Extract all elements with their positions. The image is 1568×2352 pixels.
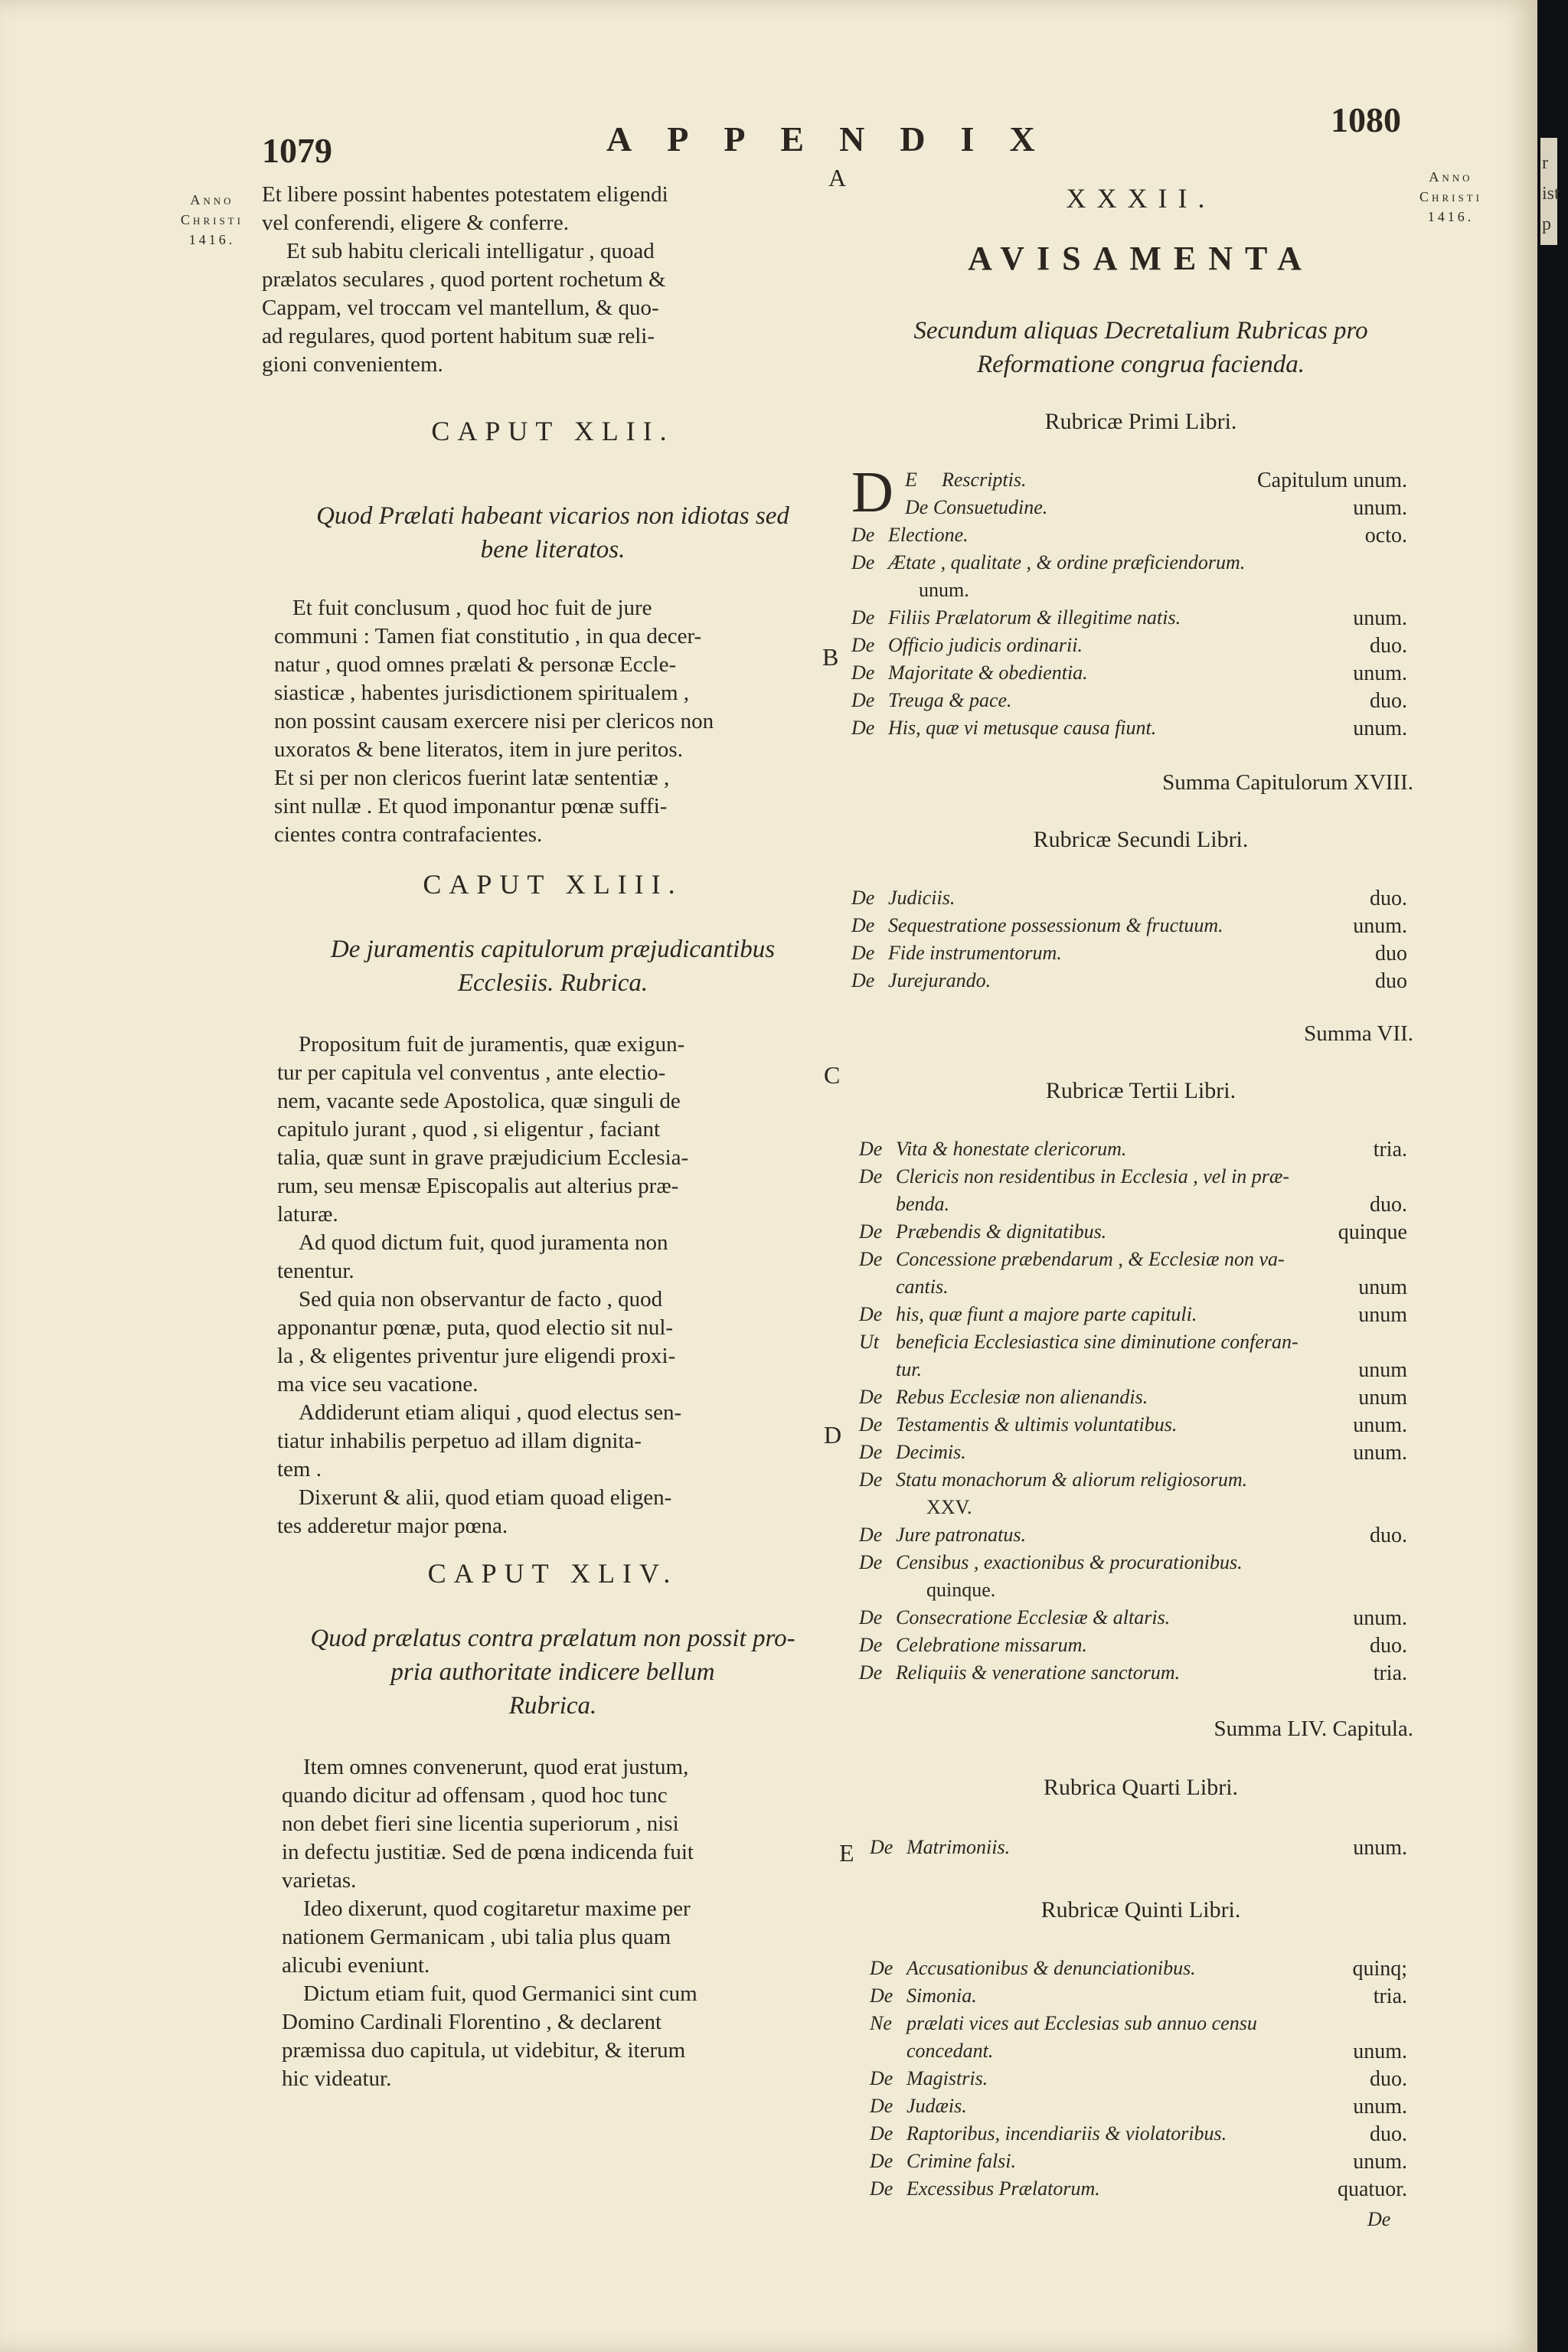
book2-summa: Summa VII.	[1304, 1021, 1413, 1046]
margin-note-left	[170, 190, 254, 250]
rubric-title: Judæis.	[906, 2095, 967, 2117]
text-line: rum, seu mensæ Episcopalis aut alterius præ-	[277, 1174, 679, 1198]
text-line: alicubi eveniunt.	[282, 1953, 430, 1978]
text-line: præmissa duo capitula, ut videbitur, & iterum	[282, 2038, 686, 2063]
rubric-row	[859, 1441, 966, 1464]
rubric-title: Raptoribus, incendiariis & violatoribus.	[906, 2122, 1227, 2145]
margin-note-anno: Anno	[1429, 169, 1473, 185]
rubric-title: Accusationibus & denunciationibus.	[906, 1957, 1196, 1979]
rubric-prefix: De	[859, 1413, 883, 1436]
rubric-row	[859, 1606, 1170, 1629]
text-line: Sed quia non observantur de facto , quod	[299, 1287, 663, 1312]
text-line: Et sub habitu clericali intelligatur , quoad	[286, 239, 655, 263]
subtitle-line: Secundum aliquas Decretalium Rubricas pro	[913, 317, 1368, 345]
text-line: Item omnes convenerunt, quod erat justum,	[303, 1755, 689, 1779]
rubric-prefix: De	[870, 2150, 893, 2172]
text-line: Domino Cardinali Florentino , & declarent	[282, 2010, 662, 2034]
text-line: tenentur.	[277, 1259, 354, 1283]
rubric-count: duo.	[1370, 2067, 1407, 2091]
intro-paragraph	[262, 181, 844, 379]
rubric-title: Clericis non residentibus in Ecclesia , vel in præ-	[896, 1165, 1289, 1187]
rubric-row	[859, 1220, 1106, 1243]
rubric-row	[870, 1836, 1010, 1859]
rubric-prefix: De	[851, 689, 875, 711]
rubric-row	[870, 2122, 1227, 2145]
text-line: tur per capitula vel conventus , ante electio-	[277, 1060, 666, 1085]
subtitle-line: Reformatione congrua facienda.	[976, 351, 1305, 378]
rubric-title: Sequestratione possessionum & fructuum.	[888, 914, 1223, 936]
margin-note-christi: Christi	[181, 212, 243, 227]
rubric-count: tria.	[1373, 1138, 1407, 1161]
rubric-title: Censibus , exactionibus & procurationibus.	[896, 1551, 1243, 1573]
text-line: tiatur inhabilis perpetuo ad illam dignita-	[277, 1429, 642, 1453]
rubric-prefix: De	[859, 1165, 883, 1187]
text-line: non possint causam exercere nisi per clericos non	[274, 709, 714, 733]
rubric-row	[851, 717, 1156, 740]
rubric-prefix: Ne	[870, 2012, 892, 2034]
rubric-row	[851, 942, 1062, 965]
rubric-count: unum.	[1353, 2095, 1407, 2118]
rubric-count: duo.	[1370, 1193, 1407, 1217]
rubric-row	[896, 1193, 949, 1216]
rubric-row	[851, 689, 1012, 712]
section-subtitle	[850, 314, 1432, 381]
text-line: apponantur pœnæ, puta, quod electio sit nul-	[277, 1315, 674, 1340]
rubric-title: prælati vices aut Ecclesias sub annuo censu	[906, 2012, 1257, 2034]
title-line: Rubrica.	[508, 1692, 597, 1720]
rubric-row	[851, 914, 1223, 937]
rubric-row	[919, 579, 969, 602]
text-line: Ad quod dictum fuit, quod juramenta non	[299, 1230, 668, 1255]
rubric-count: unum.	[1353, 2150, 1407, 2174]
rubric-row	[859, 1413, 1177, 1436]
gutter-letter-d: D	[824, 1421, 842, 1449]
book3-summa: Summa LIV. Capitula.	[1214, 1717, 1413, 1741]
text-line: in defectu justitiæ. Sed de pœna indicenda fuit	[282, 1840, 694, 1864]
rubric-count: unum.	[1353, 662, 1407, 685]
title-line: Quod prælatus contra prælatum non possit pro-	[310, 1625, 795, 1652]
rubric-prefix: De	[870, 2067, 893, 2089]
rubric-title: Treuga & pace.	[888, 689, 1012, 711]
margin-note-year: 1416.	[1427, 209, 1475, 224]
rubric-prefix: De	[870, 2122, 893, 2145]
text-line: nem, vacante sede Apostolica, quæ singuli de	[277, 1089, 681, 1113]
title-line: Quod Prælati habeant vicarios non idiotas sed	[316, 502, 789, 530]
rubric-row	[859, 1331, 1298, 1354]
text-line: Addiderunt etiam aliqui , quod electus sen-	[299, 1400, 682, 1425]
rubric-prefix: De	[851, 942, 875, 964]
page-number-left: 1079	[262, 131, 332, 170]
rubric-title: Filiis Prælatorum & illegitime natis.	[888, 606, 1181, 629]
side-letter: p	[1542, 214, 1551, 234]
page-number-right: 1080	[1331, 100, 1401, 139]
text-line: Dixerunt & alii, quod etiam quoad eligen-	[299, 1485, 672, 1510]
rubric-title: unum.	[919, 579, 969, 601]
running-head: APPENDIX	[606, 119, 1070, 158]
rubric-count: octo.	[1364, 524, 1407, 547]
chapter-42-text	[274, 594, 856, 849]
rubric-row	[870, 2067, 988, 2090]
text-line: laturæ.	[277, 1202, 338, 1227]
rubric-title: Ætate , qualitate , & ordine præficiendorum.	[888, 551, 1246, 573]
rubric-prefix: Ut	[859, 1331, 879, 1353]
rubric-prefix: De	[859, 1661, 883, 1684]
rubric-row	[851, 969, 991, 992]
rubric-row	[870, 2012, 1257, 2035]
rubric-row	[905, 496, 1047, 519]
rubric-count: quinque	[1338, 1220, 1407, 1244]
rubric-count: duo.	[1370, 1634, 1407, 1658]
rubric-row	[870, 2177, 1100, 2200]
chapter-title-44	[262, 1622, 844, 1723]
rubric-title: Reliquiis & veneratione sanctorum.	[896, 1661, 1181, 1684]
book5-title: Rubricæ Quinti Libri.	[1040, 1897, 1241, 1922]
rubric-row	[859, 1165, 1289, 1188]
text-line: la , & eligentes priventur jure eligendi proxi-	[277, 1344, 676, 1368]
gutter-letter-c: C	[824, 1061, 841, 1089]
rubric-title: Rebus Ecclesiæ non alienandis.	[896, 1386, 1148, 1408]
rubric-prefix: De	[870, 2095, 893, 2117]
rubric-prefix: De	[859, 1248, 883, 1270]
rubric-row	[859, 1524, 1026, 1547]
rubric-row	[859, 1468, 1247, 1491]
drop-cap: D	[851, 460, 893, 524]
rubric-count: duo	[1375, 969, 1407, 993]
rubric-count: unum.	[1353, 914, 1407, 938]
catchword: De	[1367, 2208, 1391, 2230]
rubric-title: De Consuetudine.	[905, 496, 1048, 518]
book3-title: Rubricæ Tertii Libri.	[1045, 1078, 1236, 1103]
rubric-prefix: De	[851, 717, 875, 739]
text-line: uxoratos & bene literatos, item in jure peritos.	[274, 737, 683, 762]
gutter-letter-a: A	[828, 164, 847, 191]
rubric-prefix: De	[859, 1468, 883, 1491]
rubric-count: tria.	[1373, 1661, 1407, 1685]
rubric-prefix: De	[851, 524, 875, 546]
text-line: Et libere possint habentes potestatem eligendi	[262, 182, 668, 207]
rubric-prefix: De	[870, 1957, 893, 1979]
rubric-row	[851, 634, 1083, 657]
rubric-row	[870, 1984, 977, 2007]
rubric-prefix: De	[870, 2177, 893, 2200]
text-line: prælatos seculares , quod portent rochetum &	[262, 267, 666, 292]
rubric-count: duo.	[1370, 2122, 1407, 2146]
text-line: cientes contra contrafacientes.	[274, 822, 543, 847]
rubric-count: unum.	[1353, 606, 1407, 630]
rubric-title: Celebratione missarum.	[896, 1634, 1087, 1656]
chapter-43-text	[277, 1031, 859, 1540]
page-edge	[1537, 0, 1568, 2352]
chapter-title-43	[262, 933, 844, 1000]
rubric-prefix: De	[870, 1984, 893, 2007]
rubric-prefix: De	[859, 1220, 883, 1243]
chapter-heading-42: CAPUT XLII.	[431, 416, 675, 446]
text-line: communi : Tamen fiat constitutio , in qua decer-	[274, 624, 702, 648]
rubric-count: unum.	[1353, 496, 1407, 520]
text-line: Et si per non clericos fuerint latæ sententiæ ,	[274, 766, 670, 790]
rubric-count: duo.	[1370, 1524, 1407, 1547]
text-line: talia, quæ sunt in grave præjudicium Ecclesia-	[277, 1145, 689, 1170]
text-line: tem .	[277, 1457, 322, 1481]
text-line: Cappam, vel troccam vel mantellum, & quo-	[262, 296, 659, 320]
rubric-row	[870, 1957, 1196, 1980]
rubric-row	[906, 2040, 993, 2063]
rubric-prefix: De	[859, 1303, 883, 1325]
rubric-title: Testamentis & ultimis voluntatibus.	[896, 1413, 1178, 1436]
rubric-title: Matrimoniis.	[906, 1836, 1011, 1858]
text-line: non debet fieri sine licentia superiorum , nisi	[282, 1811, 679, 1836]
chapter-title-42	[262, 499, 844, 567]
rubric-prefix: De	[859, 1441, 883, 1463]
rubric-count: unum.	[1353, 1413, 1407, 1437]
rubric-title: Jure patronatus.	[896, 1524, 1026, 1546]
rubric-row	[896, 1358, 922, 1381]
title-line: De juramentis capitulorum præjudicantibus	[330, 936, 776, 963]
rubric-title: Statu monachorum & aliorum religiosorum.	[896, 1468, 1248, 1491]
text-line: siasticæ , habentes jurisdictionem spiritualem ,	[274, 681, 690, 705]
rubric-count: unum.	[1353, 717, 1407, 740]
rubric-row	[870, 2095, 967, 2118]
rubric-title: Magistris.	[906, 2067, 988, 2089]
rubric-title: Judiciis.	[888, 887, 956, 909]
rubric-title: concedant.	[906, 2040, 994, 2062]
rubric-title: Consecratione Ecclesiæ & altaris.	[896, 1606, 1171, 1628]
rubric-title: quinque.	[926, 1579, 996, 1601]
side-letter: ist	[1542, 184, 1560, 204]
rubric-count: quinq;	[1352, 1957, 1407, 1981]
rubric-title: cantis.	[896, 1276, 949, 1298]
rubric-prefix: De	[859, 1138, 883, 1160]
rubric-prefix: De	[851, 662, 875, 684]
rubric-count: unum	[1358, 1276, 1407, 1299]
rubric-title: Officio judicis ordinarii.	[888, 634, 1083, 656]
book2-title: Rubricæ Secundi Libri.	[1033, 827, 1249, 852]
rubric-title: Fide instrumentorum.	[888, 942, 1062, 964]
rubric-row	[859, 1138, 1126, 1161]
text-line: natur , quod omnes prælati & personæ Eccle-	[274, 652, 677, 677]
chapter-heading-43: CAPUT XLIII.	[423, 869, 683, 900]
rubric-row	[896, 1276, 949, 1298]
text-line: Ideo dixerunt, quod cogitaretur maxime per	[303, 1896, 691, 1921]
rubric-title: Decimis.	[896, 1441, 966, 1463]
rubric-row	[851, 551, 1245, 574]
title-line: pria authoritate indicere bellum	[390, 1658, 715, 1686]
rubric-row	[851, 887, 955, 910]
text-line: ad regulares, quod portent habitum suæ reli-	[262, 324, 655, 348]
margin-note-christi: Christi	[1419, 189, 1482, 204]
rubric-prefix: De	[851, 551, 875, 573]
rubric-count: unum.	[1353, 1836, 1407, 1860]
rubric-count: duo	[1375, 942, 1407, 965]
rubric-row	[859, 1634, 1087, 1657]
rubric-row	[859, 1661, 1180, 1684]
rubric-count: unum	[1358, 1358, 1407, 1382]
text-line: capitulo jurant , quod , si eligentur , faciant	[277, 1117, 661, 1142]
text-line: vel conferendi, eligere & conferre.	[262, 211, 569, 235]
chapter-heading-44: CAPUT XLIV.	[427, 1558, 678, 1589]
rubric-row	[859, 1248, 1285, 1271]
rubric-title: Concessione præbendarum , & Ecclesiæ non va-	[896, 1248, 1285, 1270]
rubric-row	[851, 524, 969, 547]
rubric-prefix: De	[851, 887, 875, 909]
rubric-row	[926, 1579, 995, 1602]
rubric-title: benda.	[896, 1193, 950, 1215]
rubric-prefix: De	[870, 1836, 893, 1858]
title-line: Ecclesiis. Rubrica.	[457, 969, 648, 997]
rubric-count: unum.	[1353, 1441, 1407, 1465]
rubric-row	[859, 1386, 1148, 1409]
side-letter: r	[1542, 153, 1548, 173]
rubric-prefix: De	[851, 606, 875, 629]
rubric-row	[851, 606, 1181, 629]
rubric-title: Vita & honestate clericorum.	[896, 1138, 1127, 1160]
section-title: AVISAMENTA	[968, 240, 1314, 277]
rubric-prefix: E	[905, 469, 917, 491]
rubric-prefix: De	[859, 1386, 883, 1408]
book1-summa: Summa Capitulorum XVIII.	[1162, 770, 1413, 795]
rubric-count: duo.	[1370, 689, 1407, 713]
text-line: hic videatur.	[282, 2066, 392, 2091]
margin-note-year: 1416.	[188, 232, 236, 247]
text-line: Propositum fuit de juramentis, quæ exigun-	[299, 1032, 685, 1057]
rubric-prefix: De	[859, 1524, 883, 1546]
rubric-prefix: De	[851, 969, 875, 991]
rubric-title: Jurejurando.	[888, 969, 991, 991]
rubric-count: duo.	[1370, 887, 1407, 910]
rubric-title: his, quæ fiunt a majore parte capituli.	[896, 1303, 1197, 1325]
text-line: varietas.	[282, 1868, 357, 1893]
gutter-letter-e: E	[839, 1839, 854, 1867]
rubric-row	[859, 1551, 1243, 1574]
rubric-title: Præbendis & dignitatibus.	[896, 1220, 1107, 1243]
text-line: Dictum etiam fuit, quod Germanici sint cum	[303, 1981, 697, 2006]
rubric-title: Excessibus Prælatorum.	[906, 2177, 1100, 2200]
rubric-row	[870, 2150, 1016, 2173]
rubric-title: beneficia Ecclesiastica sine diminutione conferan-	[896, 1331, 1298, 1353]
text-line: ma vice seu vacatione.	[277, 1372, 479, 1396]
book1-title: Rubricæ Primi Libri.	[1044, 409, 1237, 434]
rubric-prefix: De	[851, 634, 875, 656]
rubric-row	[859, 1303, 1197, 1326]
rubric-count: quatuor.	[1338, 2177, 1407, 2201]
rubric-count: unum.	[1353, 2040, 1407, 2063]
text-line: nationem Germanicam , ubi talia plus quam	[282, 1925, 671, 1949]
rubric-count: unum	[1358, 1386, 1407, 1410]
text-line: sint nullæ . Et quod imponantur pœnæ suffi-	[274, 794, 668, 818]
rubric-title: His, quæ vi metusque causa fiunt.	[888, 717, 1157, 739]
text-line: Et fuit conclusum , quod hoc fuit de jure	[292, 596, 652, 620]
rubric-count: Capitulum unum.	[1257, 469, 1407, 492]
rubric-title: Crimine falsi.	[906, 2150, 1017, 2172]
rubric-title: XXV.	[926, 1496, 972, 1518]
text-line: gioni convenientem.	[262, 352, 443, 377]
rubric-prefix: De	[859, 1606, 883, 1628]
rubric-count: duo.	[1370, 634, 1407, 658]
rubric-row	[851, 662, 1088, 684]
text-line: quando dicitur ad offensam , quod hoc tunc	[282, 1783, 668, 1808]
rubric-row	[905, 469, 1027, 492]
rubric-count: unum	[1358, 1303, 1407, 1327]
rubric-count: unum.	[1353, 1606, 1407, 1630]
rubric-prefix: De	[859, 1551, 883, 1573]
rubric-prefix: De	[851, 914, 875, 936]
rubric-title: Rescriptis.	[942, 469, 1027, 491]
rubric-title: Majoritate & obedientia.	[888, 662, 1088, 684]
rubric-title: Simonia.	[906, 1984, 977, 2007]
rubric-title: Electione.	[888, 524, 969, 546]
text-line: tes adderetur major pœna.	[277, 1514, 508, 1538]
margin-note-anno: Anno	[190, 192, 234, 207]
section-number: XXXII.	[1066, 183, 1216, 214]
chapter-44-text	[282, 1753, 864, 2093]
title-line: bene literatos.	[480, 536, 626, 564]
rubric-count: tria.	[1373, 1984, 1407, 2008]
gutter-letter-b: B	[822, 643, 839, 671]
rubric-prefix: De	[859, 1634, 883, 1656]
book4-title: Rubrica Quarti Libri.	[1043, 1775, 1239, 1800]
rubric-row	[926, 1496, 972, 1519]
rubric-title: tur.	[896, 1358, 922, 1380]
